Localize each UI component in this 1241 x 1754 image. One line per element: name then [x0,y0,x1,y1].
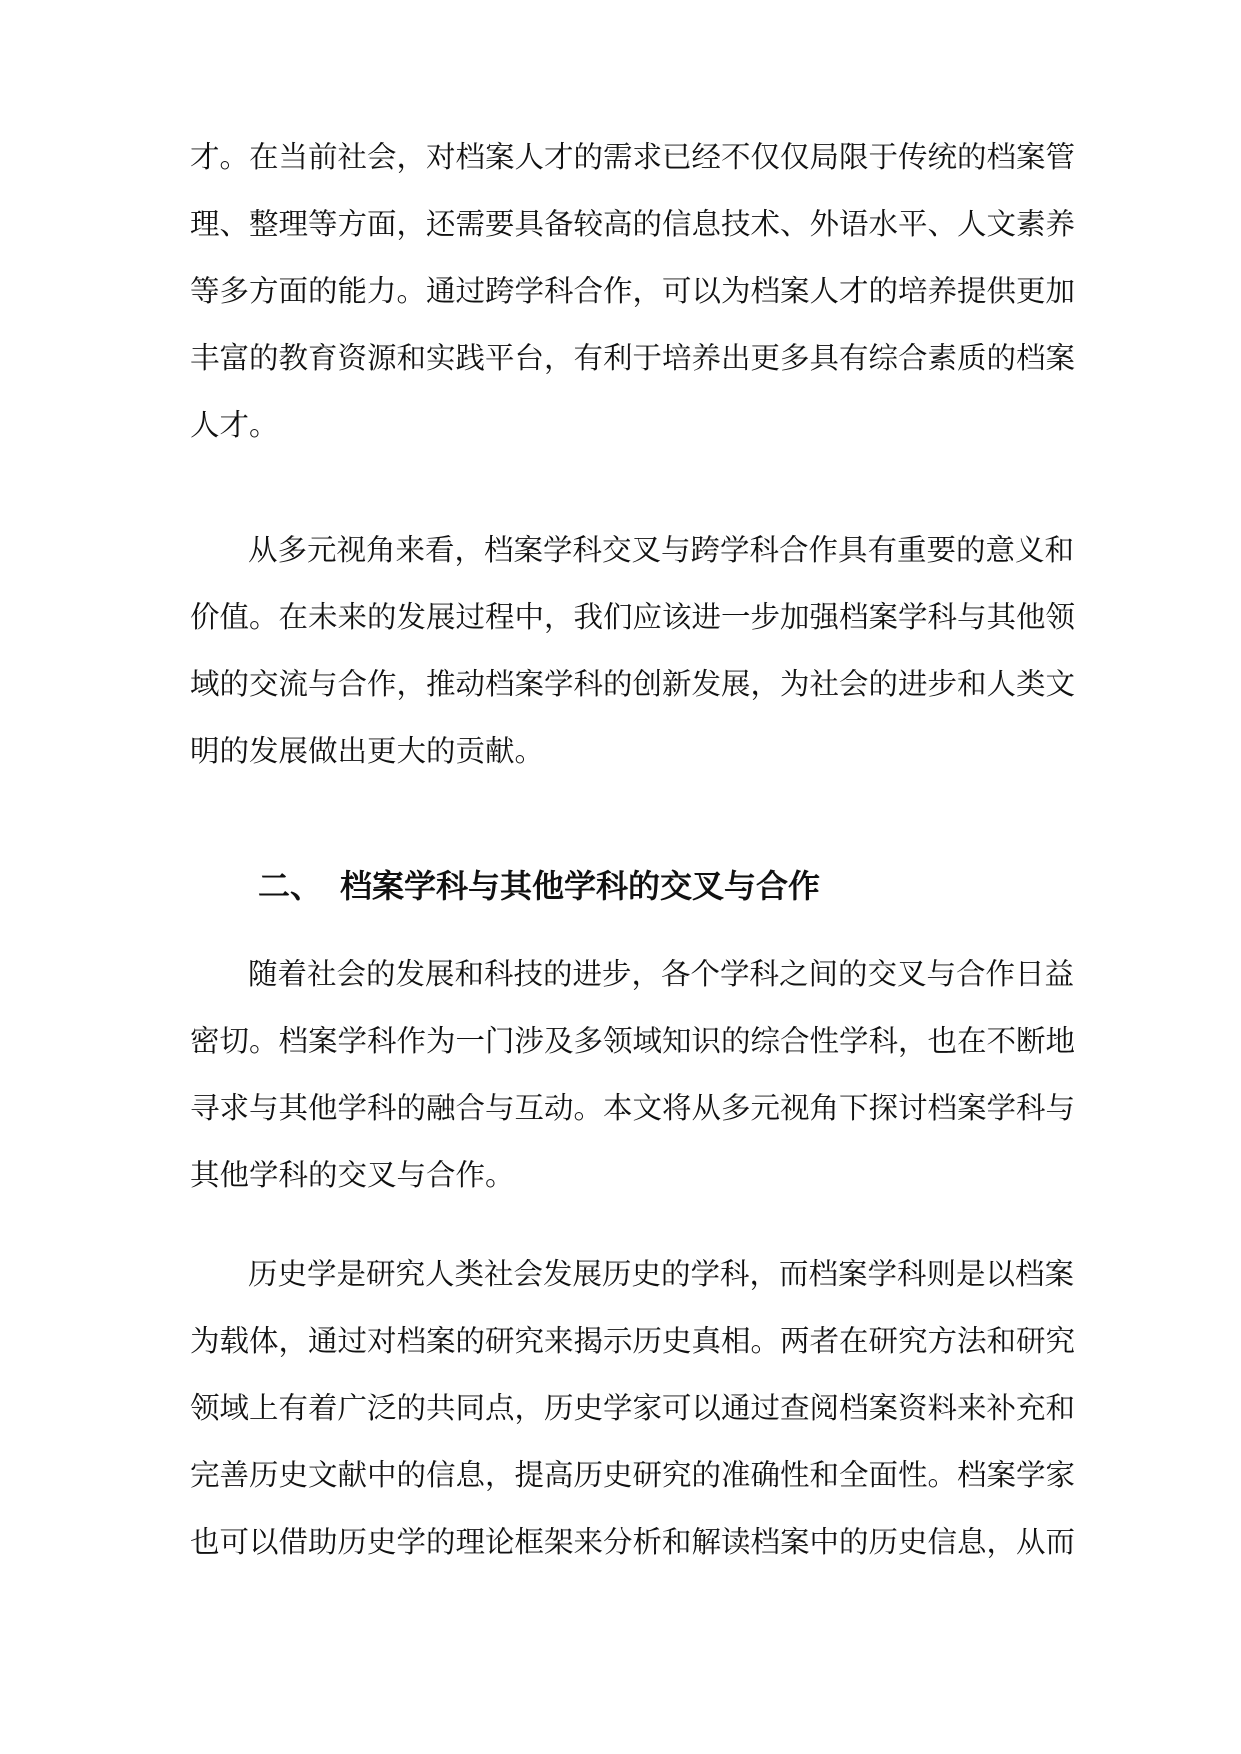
paragraph-1-line-2: 理、整理等方面，还需要具备较高的信息技术、外语水平、人文素养 [190,207,1076,241]
paragraph-1-line-4: 丰富的教育资源和实践平台，有利于培养出更多具有综合素质的档案 [190,341,1076,375]
paragraph-4-line-1: 历史学是研究人类社会发展历史的学科，而档案学科则是以档案 [248,1257,1075,1291]
paragraph-1-line-3: 等多方面的能力。通过跨学科合作，可以为档案人才的培养提供更加 [190,274,1076,308]
paragraph-2-line-4: 明的发展做出更大的贡献。 [190,734,545,768]
section-number: 二、 [258,867,323,905]
paragraph-4-line-4: 完善历史文献中的信息，提高历史研究的准确性和全面性。档案学家 [190,1458,1076,1492]
paragraph-4-line-2: 为载体，通过对档案的研究来揭示历史真相。两者在研究方法和研究 [190,1324,1076,1358]
paragraph-3-line-2: 密切。档案学科作为一门涉及多领域知识的综合性学科，也在不断地 [190,1024,1076,1058]
paragraph-2-line-2: 价值。在未来的发展过程中，我们应该进一步加强档案学科与其他领 [190,600,1076,634]
paragraph-4-line-3: 领域上有着广泛的共同点，历史学家可以通过查阅档案资料来补充和 [190,1391,1076,1425]
paragraph-1-line-1: 才。在当前社会，对档案人才的需求已经不仅仅局限于传统的档案管 [190,140,1076,174]
paragraph-3-line-4: 其他学科的交叉与合作。 [190,1158,515,1192]
paragraph-4-line-5: 也可以借助历史学的理论框架来分析和解读档案中的历史信息，从而 [190,1525,1076,1559]
section-title: 档案学科与其他学科的交叉与合作 [340,867,821,905]
paragraph-2-line-3: 域的交流与合作，推动档案学科的创新发展，为社会的进步和人类文 [190,667,1076,701]
paragraph-3-line-1: 随着社会的发展和科技的进步，各个学科之间的交叉与合作日益 [248,957,1075,991]
paragraph-1-line-5: 人才。 [190,408,279,442]
paragraph-3-line-3: 寻求与其他学科的融合与互动。本文将从多元视角下探讨档案学科与 [190,1091,1076,1125]
section-heading [258,858,820,914]
paragraph-2-line-1: 从多元视角来看，档案学科交叉与跨学科合作具有重要的意义和 [248,533,1075,567]
